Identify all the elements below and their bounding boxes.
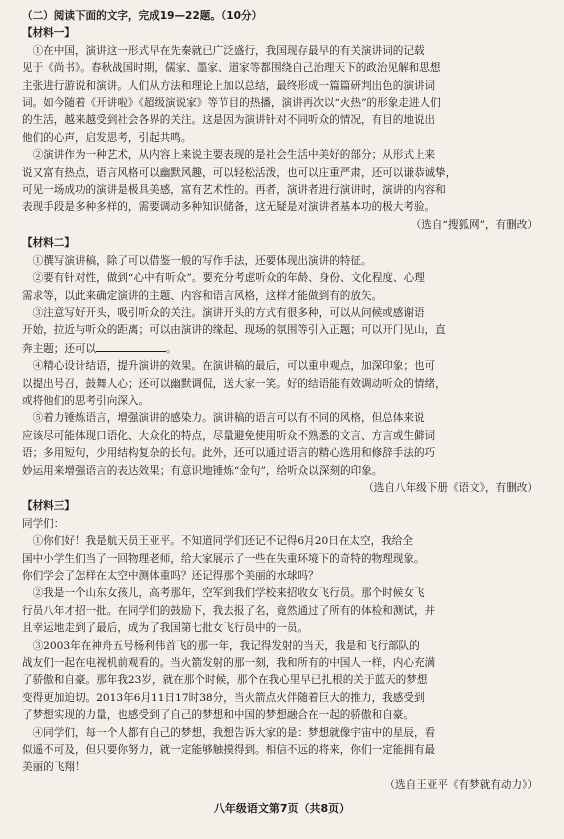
m2-blank-line [22, 340, 538, 358]
m3-line: ④同学们，每一个人都有自己的梦想，我想告诉大家的是：梦想就像宇宙中的星辰，看 [32, 726, 436, 739]
m1-line: 表现手段是多种多样的，需要调动多种知识储备，这无疑是对演讲者基本功的极大考验。 [22, 201, 436, 214]
m3-line: 战友们一起在电视机前观看的。当火箭发射的那一刻，我和所有的中国人一样，内心充满 [22, 657, 436, 670]
m2-line: ②要有针对性，做到“心中有听众”。要充分考虑听众的年龄、身份、文化程度、心理 [32, 272, 425, 285]
m1-line: ②演讲作为一种艺术，从内容上来说主要表现的是社会生活中美好的部分；从形式上来 [32, 149, 436, 162]
m1-line: 他们的心声，启发思考，引起共鸣。 [22, 131, 192, 144]
material-1-title: 【材料一】 [22, 27, 75, 40]
m2-line: 开始，拉近与听众的距离；可以由演讲的缘起、现场的氛围等引入正题；可以开门见山，直 [22, 324, 446, 337]
m3-line: 了梦想实现的力量，也感受到了自己的梦想和中国的梦想融合在一起的骄傲和自豪。 [22, 709, 414, 722]
m3-line: 国中小学生们当了一回物理老师，给大家展示了一些在失重环境下的奇特的物理现象。 [22, 552, 425, 565]
material-2-source: （选自八年级下册《语文》，有删改） [363, 481, 538, 494]
m1-line: 说又富有热点，语言风格可以幽默风趣，可以轻松活泼，也可以庄重严肃，还可以谦恭诚挚， [22, 166, 457, 179]
m3-line: 且幸运地走到了最后，成为了我国第七批女飞行员中的一员。 [22, 622, 309, 635]
m1-line: 词。如今随着《开讲啦》《超级演说家》等节目的热播，演讲再次以“火热”的形象走进人们 [22, 97, 441, 110]
m2-line: 应该尽可能体现口语化、大众化的特点，尽量避免使用听众不熟悉的文言、方言或生僻词 [22, 429, 436, 442]
m3-line: 变得更加迫切。2013年6月11日17时38分，当火箭点火伴随着巨大的推力，我感受到 [22, 691, 425, 704]
m3-line: ②我是一个山东女孩儿，高考那年，空军到我们学校来招收女飞行员。那个时候女飞 [32, 587, 425, 600]
m1-line: 可见一场成功的演讲是极具美感，富有艺术性的。再者，演讲者进行演讲时，演讲的内容和 [22, 184, 446, 197]
m2-line: 需求等，以此来确定演讲的主题、内容和语言风格，这样才能做到有的放矢。 [22, 289, 383, 302]
m3-line: 似遥不可及，但只要你努力，就一定能够触摸得到。相信不远的将来，你们一定能拥有最 [22, 744, 436, 757]
m2-line: 语；多用短句，少用结构复杂的长句。此外，还可以通过语言的精心选用和修辞手法的巧 [22, 447, 436, 460]
section-header: （二）阅读下面的文字，完成19—22题。（10分） [22, 10, 263, 22]
m2-line: ⑤着力锤炼语言，增强演讲的感染力。演讲稿的语言可以有不同的风格，但总体来说 [32, 412, 425, 425]
m3-greeting: 同学们： [22, 517, 65, 530]
m3-line: 你们学会了怎样在太空中测体重吗？还记得那个美丽的水球吗？ [22, 570, 319, 582]
m2-line: ①撰写演讲稿，除了可以借鉴一般的写作手法，还要体现出演讲的特征。 [32, 254, 372, 267]
material-3-title: 【材料三】 [22, 500, 75, 513]
m1-line: 的生活，越来越受到社会各界的关注。这是因为演讲针对不同听众的情况，有目的地说出 [22, 114, 436, 127]
m1-line: 主张进行游说和演讲。人们从方法和理论上加以总结，最终形成一篇篇研判出色的演讲词 [22, 79, 436, 92]
material-3-source: （选自王亚平《有梦就有动力》） [384, 778, 538, 791]
m2-line-text: 奔主题；还可以 [22, 342, 97, 355]
material-1-source: （选自“搜狐网”，有删改） [410, 218, 538, 231]
m2-line: 或将他们的思考引向深入。 [22, 394, 150, 407]
material-2-title: 【材料二】 [22, 237, 75, 250]
answer-blank[interactable] [96, 340, 166, 352]
m3-line: 了骄傲和自豪。那年我23岁，就在那个时候，那个在我心里早已扎根的关于蓝天的梦想 [22, 674, 428, 687]
m2-blank-tail: 。 [166, 342, 177, 355]
m2-line: ④精心设计结语，提升演讲的效果。在演讲稿的最后，可以重申观点，加深印象；也可 [32, 360, 436, 373]
m3-line: 行员八年才招一批。在同学们的鼓励下，我去报了名，竟然通过了所有的体检和测试，并 [22, 604, 436, 617]
m3-line: ③2003年在神舟五号杨利伟首飞的那一年，我记得发射的当天，我是和飞行部队的 [32, 639, 420, 652]
page-footer: 八年级语文第7页（共8页） [213, 802, 351, 815]
m3-line: 美丽的飞翔！ [22, 761, 86, 774]
m1-line: ①在中国，演讲这一形式早在先秦就已广泛盛行，我国现存最早的有关演讲词的记载 [32, 44, 425, 57]
m2-line: 以提出号召，鼓舞人心；还可以幽默调侃，送大家一笑。好的结语能有效调动听众的情绪， [22, 377, 446, 390]
m2-line: ③注意写好开头，吸引听众的关注。演讲开头的方式有很多种，可以从问候或感谢语 [32, 306, 425, 319]
m3-line: ①你们好！我是航天员王亚平。不知道同学们还记不记得6月20日在太空，我给全 [32, 535, 413, 548]
m1-line: 见于《尚书》。春秋战国时期，儒家、墨家、道家等都围绕自己治理天下的政治见解和思想 [22, 62, 441, 75]
m2-line: 妙运用来增强语言的表达效果；有意识地锤炼“金句”，给听众以深刻的印象。 [22, 464, 383, 477]
